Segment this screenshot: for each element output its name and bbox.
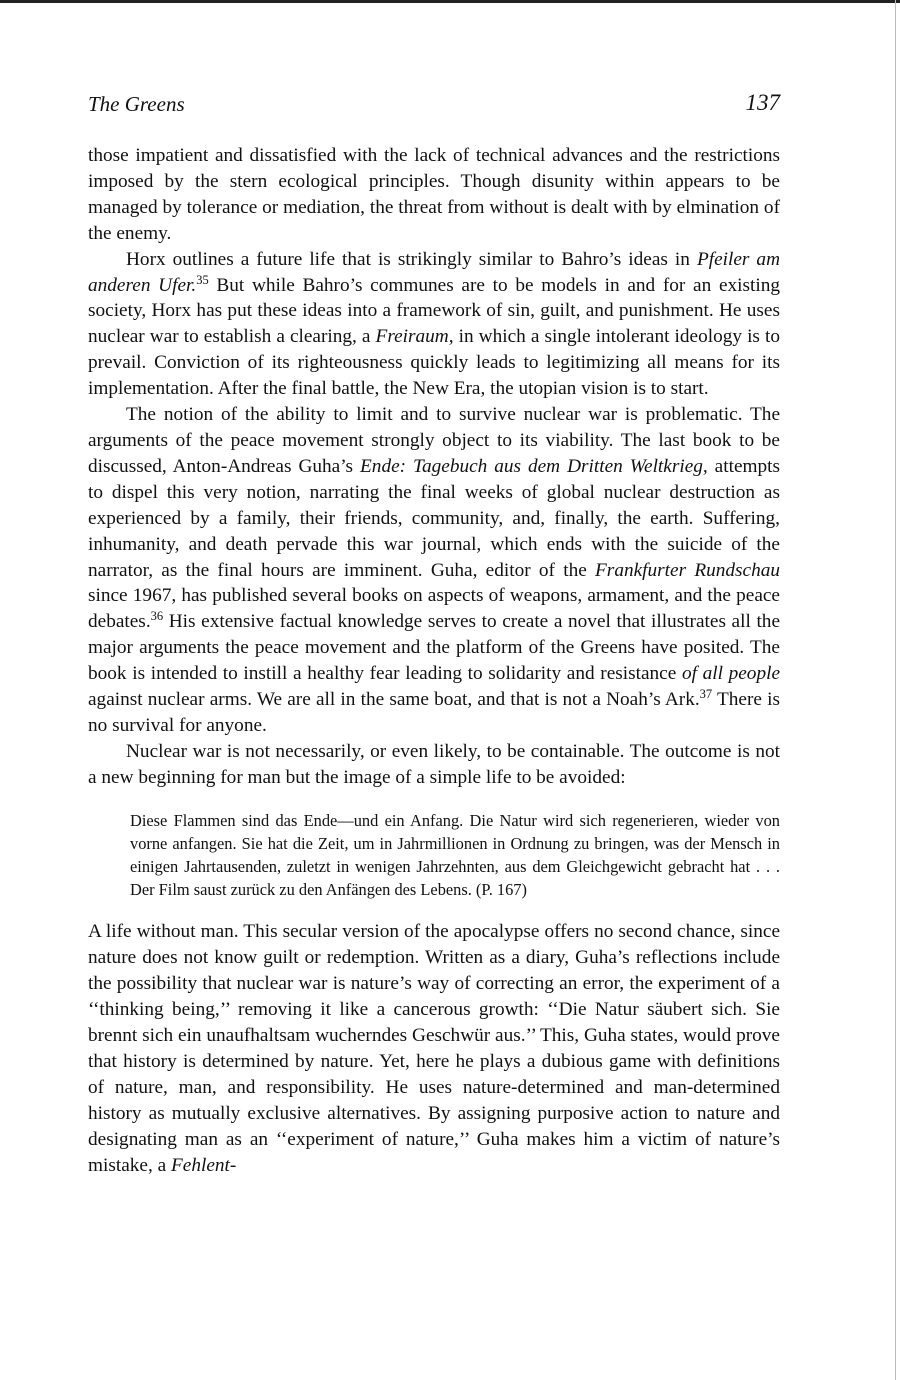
block-quote: Diese Flammen sind das Ende—und ein Anfang. Die Natur wird sich regenerieren, wieder von vorne anfangen. Sie hat die Zeit, um in Jahrmillionen in Ordnung zu bringen, was der Mensch in einigen Jahrtausenden, zuletzt in wenigen Jahrzehnten, aus dem Gleichgewicht gebracht hat . . . Der Film saust zurück zu den Anfängen des Lebens. (P. 167) xyxy=(130,810,780,900)
text-run: attempts to dispel this very notion, narrating the final weeks of global nuclear destruction as experienced by a family, their friends, community, and, finally, the earth. Suffering, inhumanity, and death pervade this war journal, which ends with the suicide of the narrator, as the final hours are imminent. Guha, editor of the xyxy=(88,455,781,581)
footnote-ref: 36 xyxy=(150,609,164,624)
book-title: Pfeiler am anderen Ufer. xyxy=(88,248,780,296)
page-number: 137 xyxy=(745,90,780,115)
italic-term: Fehlent- xyxy=(171,1154,237,1176)
text-run: There is no survival for anyone. xyxy=(88,689,780,736)
text-run: since 1967, has published several books on aspects of weapons, armament, and the peace debates. xyxy=(88,585,780,633)
text-run: The notion of the ability to limit and to survive nuclear war is problematic. The arguments of the peace movement strongly object to its viability. The last book to be discussed, Anton-Andreas Guha’s xyxy=(88,404,780,477)
text-run: A life without man. This secular version of the apocalypse offers no second chance, since nature does not know guilt or redemption. Written as a diary, Guha’s reflections include the possibility that nuclear war is nature’s way of correcting an error, the experiment of a ‘‘thinking being,’’ removing it like a cancerous growth: ‘‘Die Natur säubert sich. Sie brennt sich ein unaufhaltsam wucherndes Geschwür aus.’’ This, Guha states, would prove that history is determined by nature. Yet, here he plays a dubious game with definitions of nature, man, and responsibility. He uses nature-determined and man-determined history as mutually exclusive alternatives. By assigning purposive action to nature and designating man as an ‘‘experiment of nature,’’ Guha makes him a victim of nature’s mistake, a xyxy=(88,921,780,1176)
footnote-ref: 35 xyxy=(196,272,209,287)
text-run: against nuclear arms. We are all in the same boat, and that is not a Noah’s Ark. xyxy=(88,689,700,711)
text-run: His extensive factual knowledge serves to create a novel that illustrates all the major arguments the peace movement and the platform of the Greens have posited. The book is intended to instill a healthy fear leading to solidarity and resistance xyxy=(88,611,780,685)
book-title: Ende: Tagebuch aus dem Dritten Weltkrieg, xyxy=(360,455,708,477)
emphasis: of all people xyxy=(681,663,781,685)
top-edge-rule xyxy=(0,0,900,3)
text-run: But while Bahro’s communes are to be models in and for an existing society, Horx has put these ideas into a framework of sin, guilt, and punishment. He uses nuclear war to establish a clearing, a xyxy=(88,274,780,348)
paragraph-4: Nuclear war is not necessarily, or even likely, to be containable. The outcome is not a new beginning for man but the image of a simple life to be avoided: xyxy=(88,740,780,788)
paragraph-2 xyxy=(88,247,780,402)
italic-term: Freiraum, xyxy=(375,326,454,348)
text-run: Horx outlines a future life that is strikingly similar to Bahro’s ideas in xyxy=(126,248,697,270)
paragraph-3 xyxy=(88,402,780,739)
body-text xyxy=(88,143,780,1179)
paragraph-1: those impatient and dissatisfied with the lack of technical advances and the restrictions imposed by the stern ecological principles. Though disunity within appears to be managed by tolerance or mediation, the threat from without is dealt with by elmination of the enemy. xyxy=(88,145,780,244)
newspaper-title: Frankfurter Rundschau xyxy=(595,559,781,581)
running-head xyxy=(88,92,780,122)
footnote-ref: 37 xyxy=(699,687,713,702)
paragraph-5 xyxy=(88,919,780,1178)
right-edge-rule xyxy=(895,0,896,1380)
running-title: The Greens xyxy=(88,92,185,116)
text-run: in which a single intolerant ideology is to prevail. Conviction of its righteousness quickly leads to legitimizing all means for its implementation. After the final battle, the New Era, the utopian vision is to start. xyxy=(88,326,780,400)
